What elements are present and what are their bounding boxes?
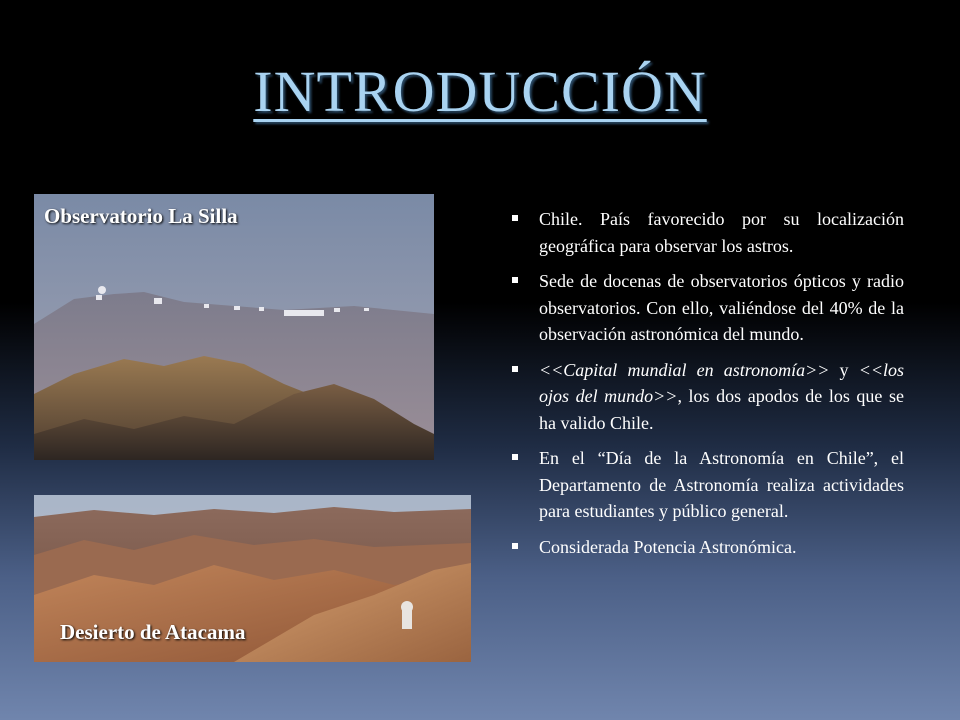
bullet-text: Sede de docenas de observatorios ópticos y radio observatorios. Con ello, valiéndose del 40% de la observación astronómica del mundo. [539,271,904,344]
la-silla-label: Observatorio La Silla [44,204,238,228]
bullet-item [512,268,904,348]
bullet-text-connector: y [829,359,859,380]
bullet-text: Chile. País favorecido por su localización geográfica para observar los astros. [539,209,904,256]
bullet-list [512,206,904,569]
square-bullet-icon [512,454,518,460]
nickname-eyes: <<los ojos del mundo>> [539,359,905,406]
la-silla-image [34,194,434,460]
slide-title: INTRODUCCIÓN [253,59,707,124]
bullet-item [512,357,904,437]
square-bullet-icon [512,543,518,549]
bullet-text: , los dos apodos de los que se ha valido Chile. [539,386,904,433]
square-bullet-icon [512,366,518,372]
bullet-item [512,206,904,259]
bullet-item [512,534,904,561]
square-bullet-icon [512,215,518,221]
bullet-text: En el “Día de la Astronomía en Chile”, el Departamento de Astronomía realiza actividades para estudiantes y público general. [539,448,904,521]
nickname-capital: <<Capital mundial en astronomía>> [539,359,830,380]
atacama-photo [34,495,471,662]
la-silla-photo [34,194,434,460]
bullet-text: Considerada Potencia Astronómica. [539,536,797,557]
square-bullet-icon [512,277,518,283]
bullet-item [512,445,904,525]
atacama-label: Desierto de Atacama [60,620,246,644]
